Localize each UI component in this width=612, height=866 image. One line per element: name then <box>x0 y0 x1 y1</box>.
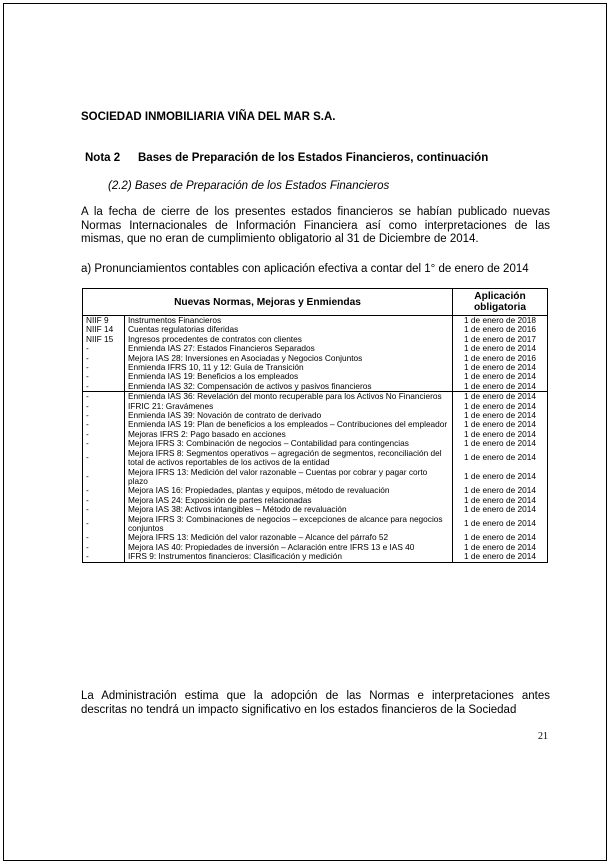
standard-code: - <box>83 420 125 429</box>
header-application: Aplicación obligatoria <box>453 289 548 316</box>
table-header-row <box>83 289 548 316</box>
application-date: 1 de enero de 2014 <box>453 533 548 542</box>
standard-description: Mejora IAS 24: Exposición de partes relacionadas <box>125 496 453 505</box>
application-date: 1 de enero de 2018 <box>453 316 548 326</box>
standard-description: Cuentas regulatorias diferidas <box>125 325 453 334</box>
standard-description: Mejora IAS 16: Propiedades, plantas y equipos, método de revaluación <box>125 486 453 495</box>
application-date: 1 de enero de 2014 <box>453 468 548 487</box>
standard-description: Mejora IFRS 3: Combinaciones de negocios – excepciones de alcance para negocios conjuntos <box>125 515 453 534</box>
application-date: 1 de enero de 2014 <box>453 449 548 468</box>
standard-description: Enmienda IFRS 10, 11 y 12: Guía de Transición <box>125 363 453 372</box>
application-date: 1 de enero de 2014 <box>453 411 548 420</box>
note-title: Bases de Preparación de los Estados Financieros, continuación <box>138 152 489 164</box>
application-date: 1 de enero de 2014 <box>453 420 548 429</box>
header-standards: Nuevas Normas, Mejoras y Enmiendas <box>83 289 453 316</box>
standard-code: - <box>83 372 125 381</box>
standard-code: NIIF 15 <box>83 335 125 344</box>
standard-code: NIIF 14 <box>83 325 125 334</box>
standard-code: - <box>83 552 125 562</box>
standard-code: - <box>83 439 125 448</box>
application-date: 1 de enero de 2014 <box>453 382 548 392</box>
standard-code: - <box>83 496 125 505</box>
table-row <box>83 449 548 468</box>
application-date: 1 de enero de 2014 <box>453 372 548 381</box>
company-name: SOCIEDAD INMOBILIARIA VIÑA DEL MAR S.A. <box>81 111 336 123</box>
page-number: 21 <box>538 731 548 742</box>
standard-description: IFRIC 21: Gravámenes <box>125 402 453 411</box>
standard-code: - <box>83 505 125 514</box>
standard-code: - <box>83 382 125 392</box>
application-date: 1 de enero de 2014 <box>453 363 548 372</box>
note-number: Nota 2 <box>85 152 121 164</box>
paragraph-line: mismas, que no eran de cumplimiento obligatorio al 31 de Diciembre de 2014. <box>81 233 479 245</box>
application-date: 1 de enero de 2017 <box>453 335 548 344</box>
application-date: 1 de enero de 2016 <box>453 325 548 334</box>
standard-description: Enmienda IAS 39: Novación de contrato de derivado <box>125 411 453 420</box>
standard-code: - <box>83 402 125 411</box>
standard-code: - <box>83 354 125 363</box>
application-date: 1 de enero de 2014 <box>453 496 548 505</box>
application-date: 1 de enero de 2014 <box>453 392 548 402</box>
standard-description: Enmienda IAS 27: Estados Financieros Separados <box>125 344 453 353</box>
standard-code: - <box>83 363 125 372</box>
standard-description: Enmienda IAS 19: Beneficios a los empleados <box>125 372 453 381</box>
standard-code: - <box>83 486 125 495</box>
standard-description: Mejora IAS 38: Activos intangibles – Método de revaluación <box>125 505 453 514</box>
section-subtitle: (2.2) Bases de Preparación de los Estados Financieros <box>108 180 390 192</box>
table-row <box>83 552 548 562</box>
application-date: 1 de enero de 2014 <box>453 439 548 448</box>
paragraph-line: A la fecha de cierre de los presentes estados financieros se habían publicado nuevas <box>81 206 550 218</box>
standard-description: Ingresos procedentes de contratos con clientes <box>125 335 453 344</box>
application-date: 1 de enero de 2014 <box>453 515 548 534</box>
intro-paragraph <box>81 206 550 247</box>
section-a-heading: a) Pronunciamientos contables con aplicación efectiva a contar del 1° de enero de 2014 <box>81 263 529 275</box>
application-date: 1 de enero de 2014 <box>453 344 548 353</box>
paragraph-line: descritas no tendrá un impacto significativo en los estados financieros de la Sociedad <box>81 703 517 716</box>
standard-description: Mejora IAS 28: Inversiones en Asociadas y Negocios Conjuntos <box>125 354 453 363</box>
application-date: 1 de enero de 2014 <box>453 505 548 514</box>
standard-description: Mejora IAS 40: Propiedades de inversión – Aclaración entre IFRS 13 e IAS 40 <box>125 543 453 552</box>
standard-code: - <box>83 449 125 468</box>
standard-code: - <box>83 392 125 402</box>
standard-description: Mejora IFRS 13: Medición del valor razonable – Alcance del párrafo 52 <box>125 533 453 542</box>
standard-description: Mejoras IFRS 2: Pago basado en acciones <box>125 430 453 439</box>
application-date: 1 de enero de 2016 <box>453 354 548 363</box>
standard-description: Instrumentos Financieros <box>125 316 453 326</box>
standard-code: NIIF 9 <box>83 316 125 326</box>
application-date: 1 de enero de 2014 <box>453 543 548 552</box>
standard-description: Mejora IFRS 3: Combinación de negocios – Contabilidad para contingencias <box>125 439 453 448</box>
application-date: 1 de enero de 2014 <box>453 552 548 562</box>
standard-description: Enmienda IAS 32: Compensación de activos y pasivos financieros <box>125 382 453 392</box>
table-row <box>83 468 548 487</box>
application-date: 1 de enero de 2014 <box>453 430 548 439</box>
standard-description: Enmienda IAS 36: Revelación del monto recuperable para los Activos No Financieros <box>125 392 453 402</box>
standard-code: - <box>83 468 125 487</box>
standard-code: - <box>83 543 125 552</box>
standard-description: Mejora IFRS 13: Medición del valor razonable – Cuentas por cobrar y pagar corto plazo <box>125 468 453 487</box>
table-row <box>83 515 548 534</box>
standard-code: - <box>83 430 125 439</box>
standard-code: - <box>83 411 125 420</box>
standards-table <box>82 288 548 563</box>
application-date: 1 de enero de 2014 <box>453 402 548 411</box>
table-row <box>83 382 548 392</box>
application-date: 1 de enero de 2014 <box>453 486 548 495</box>
standard-code: - <box>83 533 125 542</box>
paragraph-line: Normas Internacionales de Información Financiera así como interpretaciones de las <box>81 219 550 232</box>
standard-description: IFRS 9: Instrumentos financieros: Clasificación y medición <box>125 552 453 562</box>
closing-paragraph <box>81 690 550 717</box>
note-heading <box>85 152 488 164</box>
standard-code: - <box>83 344 125 353</box>
standard-description: Enmienda IAS 19: Plan de beneficios a los empleados – Contribuciones del empleador <box>125 420 453 429</box>
standard-description: Mejora IFRS 8: Segmentos operativos – agregación de segmentos, reconciliación del total de activos reportables de los activos de la entidad <box>125 449 453 468</box>
paragraph-line: La Administración estima que la adopción de las Normas e interpretaciones antes <box>81 690 550 702</box>
standard-code: - <box>83 515 125 534</box>
